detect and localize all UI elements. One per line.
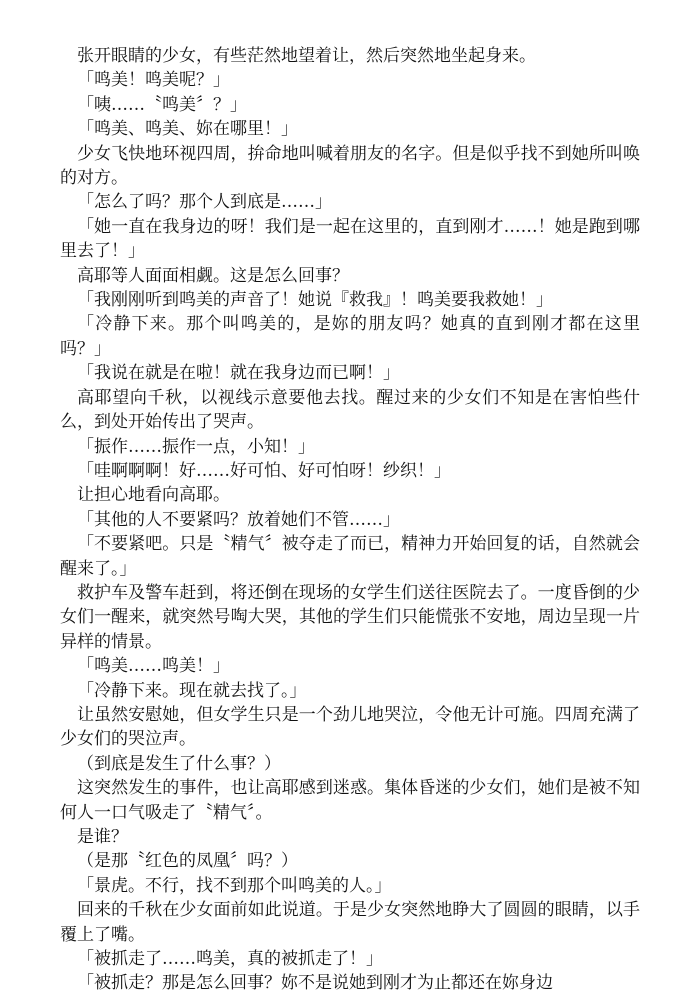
- paragraph-10: 「冷静下来。那个叫鸣美的，是妳的朋友吗？她真的直到刚才都在这里吗？」: [60, 314, 640, 359]
- paragraph-23: 这突然发生的事件，也让高耶感到迷惑。集体昏迷的少女们，她们是被不知何人一口气吸走了〝精气〞。: [60, 778, 640, 823]
- paragraph-26: 「景虎。不行，找不到那个叫鸣美的人。」: [77, 875, 392, 896]
- paragraph-6: 「怎么了吗？那个人到底是……」: [77, 192, 332, 213]
- paragraph-1: 张开眼睛的少女，有些茫然地望着让，然后突然地坐起身来。: [77, 46, 536, 66]
- paragraph-19: 「鸣美……鸣美！」: [77, 656, 230, 677]
- paragraph-9: 「我刚刚听到鸣美的声音了！她说『救我』！鸣美要我救她！」: [77, 290, 553, 311]
- paragraph-11: 「我说在就是在啦！就在我身边而已啊！」: [77, 363, 400, 384]
- paragraph-5: 少女飞快地环视四周，拚命地叫喊着朋友的名字。但是似乎找不到她所叫唤的对方。: [60, 143, 640, 189]
- paragraph-29: 「被抓走？那是怎么回事？妳不是说她到刚才为止都还在妳身边: [77, 973, 553, 994]
- paragraph-17: 「不要紧吧。只是〝精气〞被夺走了而已，精神力开始回复的话，自然就会醒来了。」: [60, 534, 640, 579]
- paragraph-8: 高耶等人面面相觑。这是怎么回事？: [77, 265, 349, 286]
- novel-page: [60, 44, 640, 996]
- paragraph-22: （到底是发生了什么事？）: [77, 753, 281, 774]
- paragraph-16: 「其他的人不要紧吗？放着她们不管……」: [77, 509, 400, 530]
- paragraph-13: 「振作……振作一点，小知！」: [77, 436, 315, 457]
- paragraph-20: 「冷静下来。现在就去找了。」: [77, 680, 307, 701]
- paragraph-14: 「哇啊啊啊！好……好可怕、好可怕呀！纱织！」: [77, 460, 451, 481]
- paragraph-4: 「鸣美、鸣美、妳在哪里！」: [77, 119, 298, 140]
- paragraph-3: 「咦……〝鸣美〞？」: [77, 94, 247, 115]
- paragraph-28: 「被抓走了……鸣美，真的被抓走了！」: [77, 949, 383, 970]
- paragraph-24: 是谁？: [77, 827, 128, 847]
- paragraph-25: （是那〝红色的凤凰〞吗？）: [77, 851, 298, 872]
- paragraph-2: 「鸣美！鸣美呢？」: [77, 70, 230, 91]
- paragraph-12: 高耶望向千秋，以视线示意要他去找。醒过来的少女们不知是在害怕些什么，到处开始传出了哭声。: [60, 387, 640, 433]
- paragraph-7: 「她一直在我身边的呀！我们是一起在这里的，直到刚才……！她是跑到哪里去了！」: [60, 216, 640, 262]
- paragraph-27: 回来的千秋在少女面前如此说道。于是少女突然地睁大了圆圆的眼睛，以手覆上了嘴。: [60, 900, 640, 945]
- paragraph-21: 让虽然安慰她，但女学生只是一个劲儿地哭泣，令他无计可施。四周充满了少女们的哭泣声。: [60, 704, 640, 750]
- paragraph-15: 让担心地看向高耶。: [77, 485, 230, 506]
- paragraph-18: 救护车及警车赶到，将还倒在现场的女学生们送往医院去了。一度昏倒的少女们一醒来，就突然号啕大哭，其他的学生们只能慌张不安地，周边呈现一片异样的情景。: [60, 582, 640, 652]
